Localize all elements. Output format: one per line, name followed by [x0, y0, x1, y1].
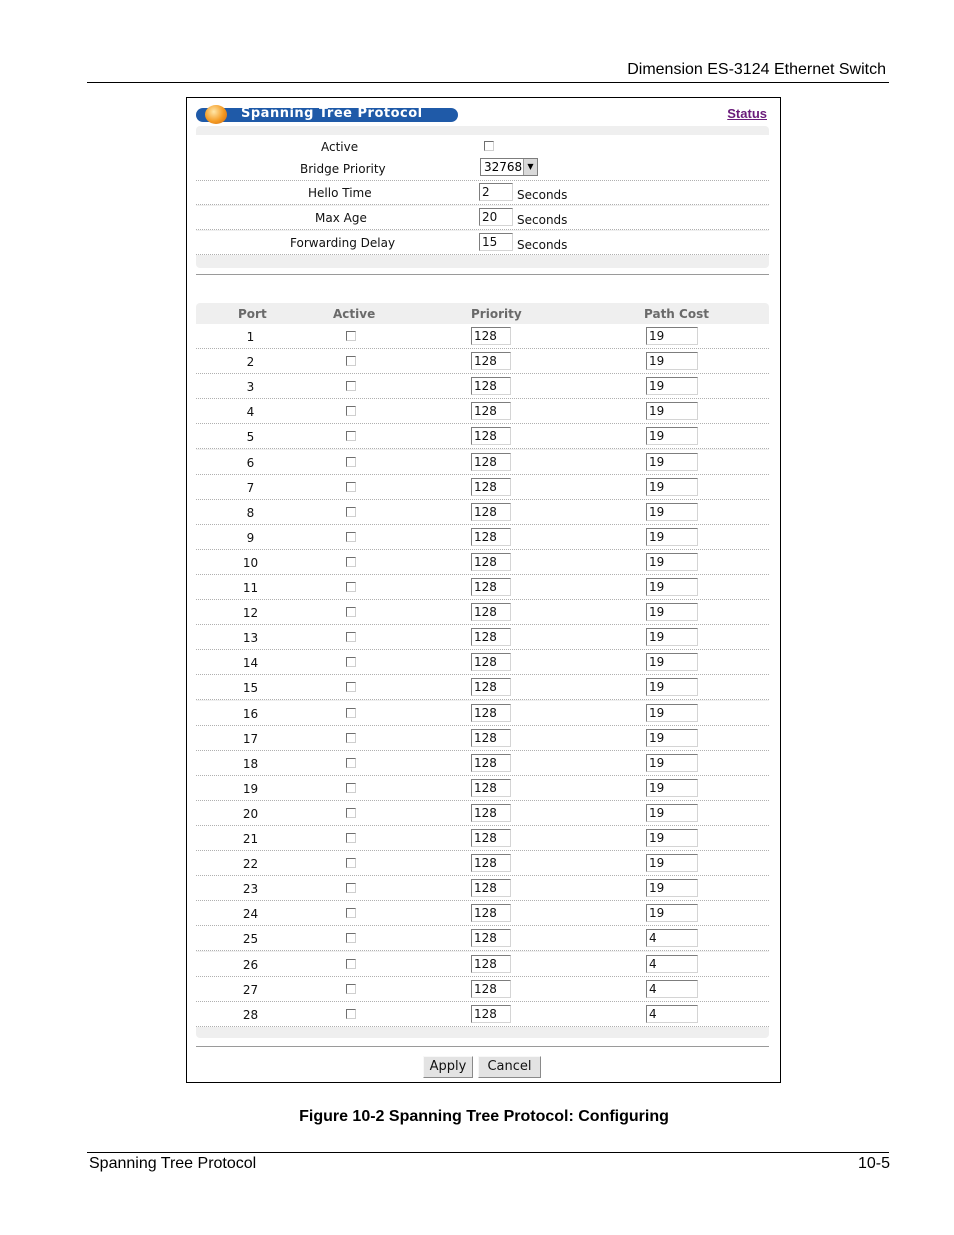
port-priority-input[interactable]: 128 — [471, 704, 511, 722]
port-priority-input[interactable]: 128 — [471, 628, 511, 646]
active-row — [196, 135, 769, 159]
forwarding-delay-unit: Seconds — [517, 238, 568, 252]
bridge-priority-label: Bridge Priority — [300, 162, 386, 176]
port-priority-input[interactable]: 128 — [471, 603, 511, 621]
port-path-cost-input[interactable]: 4 — [646, 955, 698, 973]
port-active-checkbox[interactable] — [346, 482, 356, 492]
port-priority-input[interactable]: 128 — [471, 553, 511, 571]
port-path-cost-input[interactable]: 19 — [646, 503, 698, 521]
port-number: 5 — [246, 430, 255, 445]
max-age-row — [196, 206, 769, 230]
port-number: 27 — [242, 982, 259, 997]
port-active-checkbox[interactable] — [346, 833, 356, 843]
port-path-cost-input[interactable]: 19 — [646, 653, 698, 671]
footer-rule — [87, 1152, 889, 1153]
port-active-checkbox[interactable] — [346, 783, 356, 793]
port-priority-input[interactable]: 128 — [471, 678, 511, 696]
port-priority-input[interactable]: 128 — [471, 327, 511, 345]
footer-page-number: 10-5 — [857, 1155, 890, 1172]
port-active-checkbox[interactable] — [346, 733, 356, 743]
apply-button[interactable]: Apply — [423, 1056, 473, 1078]
port-active-checkbox[interactable] — [346, 582, 356, 592]
port-number: 12 — [242, 606, 259, 621]
active-label: Active — [321, 140, 359, 154]
section-divider — [196, 274, 769, 275]
port-priority-input[interactable]: 128 — [471, 879, 511, 897]
port-number: 9 — [246, 530, 255, 545]
port-number: 15 — [242, 681, 259, 696]
port-number: 2 — [246, 355, 255, 370]
port-active-checkbox[interactable] — [346, 381, 356, 391]
port-active-checkbox[interactable] — [346, 657, 356, 667]
port-priority-input[interactable]: 128 — [471, 904, 511, 922]
footer-section-title: Spanning Tree Protocol — [89, 1155, 257, 1172]
hello-time-row — [196, 181, 769, 205]
port-number: 1 — [246, 330, 255, 344]
table-row — [196, 776, 769, 801]
col-header-priority: Priority — [471, 307, 522, 321]
port-number: 17 — [242, 731, 259, 746]
hello-time-input[interactable]: 2 — [479, 183, 513, 201]
port-number: 24 — [242, 907, 259, 922]
port-priority-input[interactable]: 128 — [471, 503, 511, 521]
port-active-checkbox[interactable] — [346, 808, 356, 818]
port-path-cost-input[interactable]: 4 — [646, 980, 698, 998]
port-path-cost-input[interactable]: 19 — [646, 553, 698, 571]
port-path-cost-input[interactable]: 19 — [646, 528, 698, 546]
port-path-cost-input[interactable]: 19 — [646, 779, 698, 797]
table-row — [196, 926, 769, 951]
port-active-checkbox[interactable] — [346, 984, 356, 994]
port-priority-input[interactable]: 128 — [471, 377, 511, 395]
screenshot-frame — [186, 97, 781, 1083]
port-number: 16 — [242, 706, 259, 721]
port-active-checkbox[interactable] — [346, 532, 356, 542]
hello-time-label: Hello Time — [308, 186, 372, 200]
port-path-cost-input[interactable]: 19 — [646, 402, 698, 420]
table-row — [196, 675, 769, 700]
table-row — [196, 826, 769, 851]
port-path-cost-input[interactable]: 19 — [646, 704, 698, 722]
port-priority-input[interactable]: 128 — [471, 427, 511, 445]
header-rule — [87, 82, 889, 83]
port-number: 22 — [242, 857, 259, 872]
table-row — [196, 977, 769, 1002]
port-path-cost-input[interactable]: 4 — [646, 1005, 698, 1023]
port-number: 14 — [242, 656, 259, 671]
port-path-cost-input[interactable]: 4 — [646, 929, 698, 947]
port-number: 6 — [246, 455, 255, 470]
port-active-checkbox[interactable] — [346, 431, 356, 441]
table-row — [196, 349, 769, 374]
port-priority-input[interactable]: 128 — [471, 528, 511, 546]
port-path-cost-input[interactable]: 19 — [646, 352, 698, 370]
col-header-path-cost: Path Cost — [644, 307, 709, 321]
port-path-cost-input[interactable]: 19 — [646, 904, 698, 922]
table-row — [196, 450, 769, 475]
port-active-checkbox[interactable] — [346, 933, 356, 943]
port-number: 11 — [242, 581, 259, 595]
port-number: 3 — [246, 380, 255, 395]
table-row — [196, 726, 769, 751]
port-priority-input[interactable]: 128 — [471, 754, 511, 772]
port-active-checkbox[interactable] — [346, 708, 356, 718]
table-row — [196, 550, 769, 575]
port-number: 13 — [242, 631, 259, 646]
cancel-button[interactable]: Cancel — [478, 1056, 541, 1078]
port-priority-input[interactable]: 128 — [471, 729, 511, 747]
port-number: 10 — [242, 555, 259, 570]
max-age-input[interactable]: 20 — [479, 208, 513, 226]
port-active-checkbox[interactable] — [346, 858, 356, 868]
port-path-cost-input[interactable]: 19 — [646, 578, 698, 596]
port-number: 26 — [242, 957, 259, 972]
port-number: 23 — [242, 882, 259, 897]
screen-title: Spanning Tree Protocol — [241, 106, 423, 121]
port-number: 7 — [246, 480, 255, 495]
port-active-checkbox[interactable] — [346, 883, 356, 893]
hello-time-unit: Seconds — [517, 188, 568, 202]
port-active-checkbox[interactable] — [346, 356, 356, 366]
port-path-cost-input[interactable]: 19 — [646, 854, 698, 872]
col-header-active: Active — [333, 307, 376, 321]
port-path-cost-input[interactable]: 19 — [646, 628, 698, 646]
port-number: 20 — [242, 806, 259, 821]
port-path-cost-input[interactable]: 19 — [646, 427, 698, 445]
table-row — [196, 801, 769, 826]
table-row — [196, 701, 769, 726]
port-priority-input[interactable]: 128 — [471, 955, 511, 973]
port-path-cost-input[interactable]: 19 — [646, 453, 698, 471]
port-number: 8 — [246, 505, 255, 520]
table-row — [196, 525, 769, 550]
port-path-cost-input[interactable]: 19 — [646, 377, 698, 395]
table-row — [196, 1002, 769, 1027]
port-priority-input[interactable]: 128 — [471, 402, 511, 420]
bridge-priority-select[interactable] — [480, 158, 538, 176]
port-active-checkbox[interactable] — [346, 632, 356, 642]
port-active-checkbox[interactable] — [346, 557, 356, 567]
port-path-cost-input[interactable]: 19 — [646, 829, 698, 847]
port-priority-input[interactable]: 128 — [471, 453, 511, 471]
port-number: 18 — [242, 756, 259, 771]
table-row — [196, 625, 769, 650]
port-path-cost-input[interactable]: 19 — [646, 754, 698, 772]
port-active-checkbox[interactable] — [346, 406, 356, 416]
port-priority-input[interactable]: 128 — [471, 980, 511, 998]
port-path-cost-input[interactable]: 19 — [646, 603, 698, 621]
table-row — [196, 374, 769, 399]
forwarding-delay-label: Forwarding Delay — [290, 236, 396, 250]
port-priority-input[interactable]: 128 — [471, 829, 511, 847]
port-priority-input[interactable]: 128 — [471, 653, 511, 671]
port-path-cost-input[interactable]: 19 — [646, 327, 698, 345]
chevron-down-icon[interactable]: ▼ — [523, 159, 537, 175]
col-header-port: Port — [238, 307, 267, 321]
port-active-checkbox[interactable] — [346, 959, 356, 969]
port-active-checkbox[interactable] — [346, 331, 356, 341]
table-row — [196, 952, 769, 977]
forwarding-delay-row — [196, 231, 769, 255]
table-row — [196, 901, 769, 926]
port-priority-input[interactable]: 128 — [471, 478, 511, 496]
port-priority-input[interactable]: 128 — [471, 929, 511, 947]
port-path-cost-input[interactable]: 19 — [646, 678, 698, 696]
table-row — [196, 324, 769, 349]
forwarding-delay-input[interactable]: 15 — [479, 233, 513, 251]
port-active-checkbox[interactable] — [346, 1009, 356, 1019]
port-priority-input[interactable]: 128 — [471, 1005, 511, 1023]
port-path-cost-input[interactable]: 19 — [646, 729, 698, 747]
port-active-checkbox[interactable] — [346, 507, 356, 517]
figure-caption: Figure 10-2 Spanning Tree Protocol: Configuring — [299, 1108, 669, 1125]
table-row — [196, 600, 769, 625]
table-row — [196, 751, 769, 776]
table-row — [196, 424, 769, 449]
status-link[interactable]: Status — [727, 106, 767, 121]
port-active-checkbox[interactable] — [346, 758, 356, 768]
port-number: 19 — [242, 781, 259, 796]
port-number: 25 — [242, 932, 259, 947]
port-active-checkbox[interactable] — [346, 682, 356, 692]
port-priority-input[interactable]: 128 — [471, 854, 511, 872]
button-divider — [196, 1046, 769, 1047]
table-row — [196, 399, 769, 424]
max-age-label: Max Age — [315, 211, 367, 225]
port-active-checkbox[interactable] — [346, 908, 356, 918]
table-row — [196, 575, 769, 600]
table-row — [196, 475, 769, 500]
page-header-title: Dimension ES-3124 Ethernet Switch — [627, 61, 886, 78]
port-priority-input[interactable]: 128 — [471, 352, 511, 370]
bridge-priority-value: 32768 — [484, 160, 523, 174]
port-active-checkbox[interactable] — [346, 457, 356, 467]
port-path-cost-input[interactable]: 19 — [646, 478, 698, 496]
port-priority-input[interactable]: 128 — [471, 779, 511, 797]
port-number: 4 — [246, 405, 255, 420]
table-row — [196, 500, 769, 525]
port-priority-input[interactable]: 128 — [471, 578, 511, 596]
stp-active-checkbox[interactable] — [484, 141, 494, 151]
port-path-cost-input[interactable]: 19 — [646, 879, 698, 897]
port-priority-input[interactable]: 128 — [471, 804, 511, 822]
table-row — [196, 851, 769, 876]
port-number: 21 — [242, 832, 259, 846]
table-row — [196, 650, 769, 675]
table-row — [196, 876, 769, 901]
port-path-cost-input[interactable]: 19 — [646, 804, 698, 822]
port-number: 28 — [242, 1007, 259, 1022]
orb-icon — [205, 105, 227, 124]
max-age-unit: Seconds — [517, 213, 568, 227]
port-active-checkbox[interactable] — [346, 607, 356, 617]
